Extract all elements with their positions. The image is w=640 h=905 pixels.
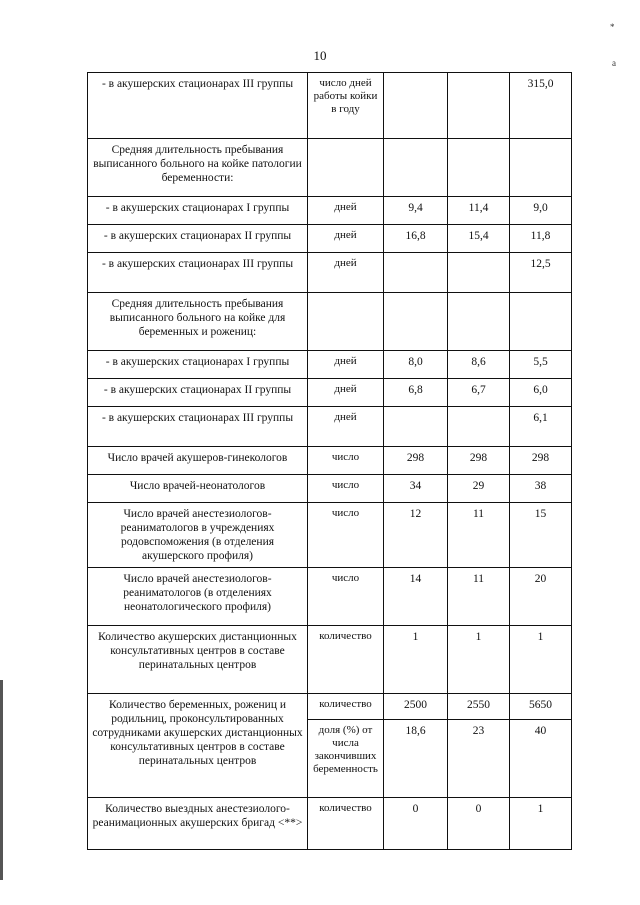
corner-mark: a: [612, 58, 616, 68]
unit-cell: дней: [308, 225, 384, 253]
unit-cell: количество: [308, 798, 384, 850]
unit-cell: число: [308, 503, 384, 568]
value-cell: 29: [448, 475, 510, 503]
corner-mark: *: [610, 22, 615, 32]
value-cell: 34: [384, 475, 448, 503]
table-row: [88, 447, 572, 475]
value-cell: 0: [448, 798, 510, 850]
value-cell: 0: [384, 798, 448, 850]
indicator-cell: - в акушерских стационарах II группы: [88, 225, 308, 253]
value-cell: 11: [448, 503, 510, 568]
table-row: [88, 73, 572, 139]
value-cell: [384, 407, 448, 447]
value-cell: [384, 293, 448, 351]
indicator-cell: Количество выездных анестезиолого-реанимационных акушерских бригад <**>: [88, 798, 308, 850]
unit-cell: доля (%) от числа закончивших беременность: [308, 720, 384, 798]
value-cell: 6,8: [384, 379, 448, 407]
value-cell: 9,0: [510, 197, 572, 225]
value-cell: [510, 139, 572, 197]
value-cell: 6,1: [510, 407, 572, 447]
unit-cell: [308, 139, 384, 197]
table-row: [88, 293, 572, 351]
value-cell: 18,6: [384, 720, 448, 798]
value-cell: 11,4: [448, 197, 510, 225]
value-cell: 5,5: [510, 351, 572, 379]
value-cell: [448, 293, 510, 351]
unit-cell: количество: [308, 626, 384, 694]
unit-cell: [308, 293, 384, 351]
value-cell: 2550: [448, 694, 510, 720]
value-cell: 15,4: [448, 225, 510, 253]
value-cell: [510, 293, 572, 351]
value-cell: 6,0: [510, 379, 572, 407]
indicator-cell: - в акушерских стационарах I группы: [88, 197, 308, 225]
table-row: [88, 568, 572, 626]
unit-cell: дней: [308, 253, 384, 293]
table-row: [88, 225, 572, 253]
value-cell: 14: [384, 568, 448, 626]
value-cell: [448, 407, 510, 447]
table-row: [88, 139, 572, 197]
value-cell: [448, 253, 510, 293]
table-row: [88, 694, 572, 720]
table-row: [88, 798, 572, 850]
indicator-cell: Средняя длительность пребывания выписанного больного на койке для беременных и рожениц:: [88, 293, 308, 351]
value-cell: [384, 73, 448, 139]
value-cell: 12: [384, 503, 448, 568]
value-cell: 12,5: [510, 253, 572, 293]
unit-cell: число: [308, 475, 384, 503]
value-cell: 8,6: [448, 351, 510, 379]
indicator-cell: - в акушерских стационарах III группы: [88, 407, 308, 447]
value-cell: [384, 253, 448, 293]
unit-cell: число дней работы койки в году: [308, 73, 384, 139]
value-cell: 298: [510, 447, 572, 475]
value-cell: 16,8: [384, 225, 448, 253]
value-cell: 5650: [510, 694, 572, 720]
indicator-cell: Средняя длительность пребывания выписанного больного на койке патологии беременности:: [88, 139, 308, 197]
value-cell: 1: [384, 626, 448, 694]
value-cell: 315,0: [510, 73, 572, 139]
value-cell: 38: [510, 475, 572, 503]
value-cell: 8,0: [384, 351, 448, 379]
value-cell: 1: [510, 798, 572, 850]
indicator-cell: - в акушерских стационарах I группы: [88, 351, 308, 379]
table-row: [88, 407, 572, 447]
unit-cell: дней: [308, 379, 384, 407]
value-cell: 1: [448, 626, 510, 694]
unit-cell: дней: [308, 351, 384, 379]
value-cell: 40: [510, 720, 572, 798]
indicator-cell: - в акушерских стационарах III группы: [88, 253, 308, 293]
indicator-cell: Число врачей акушеров-гинекологов: [88, 447, 308, 475]
indicator-cell: Количество беременных, рожениц и родильниц, проконсультированных сотрудниками акушерских дистанционных консультативных центров в составе перинатальных центров: [88, 694, 308, 798]
unit-cell: дней: [308, 197, 384, 225]
page-number: 10: [313, 48, 327, 63]
value-cell: 11: [448, 568, 510, 626]
indicator-cell: - в акушерских стационарах III группы: [88, 73, 308, 139]
value-cell: 15: [510, 503, 572, 568]
unit-cell: число: [308, 447, 384, 475]
table-row: [88, 351, 572, 379]
value-cell: 2500: [384, 694, 448, 720]
table-row: [88, 503, 572, 568]
value-cell: [384, 139, 448, 197]
value-cell: 298: [384, 447, 448, 475]
indicator-cell: - в акушерских стационарах II группы: [88, 379, 308, 407]
value-cell: 298: [448, 447, 510, 475]
indicators-table: [87, 72, 572, 850]
table-row: [88, 253, 572, 293]
value-cell: 6,7: [448, 379, 510, 407]
unit-cell: количество: [308, 694, 384, 720]
value-cell: 11,8: [510, 225, 572, 253]
value-cell: [448, 139, 510, 197]
indicator-cell: Число врачей анестезиологов-реаниматологов в учреждениях родовспоможения (в отделения акушерского профиля): [88, 503, 308, 568]
table-row: [88, 197, 572, 225]
scan-edge-shadow: [0, 680, 3, 880]
indicator-cell: Число врачей анестезиологов-реаниматологов (в отделениях неонатологического профиля): [88, 568, 308, 626]
value-cell: 20: [510, 568, 572, 626]
table-row: [88, 626, 572, 694]
table-row: [88, 379, 572, 407]
table-row: [88, 475, 572, 503]
unit-cell: дней: [308, 407, 384, 447]
value-cell: 9,4: [384, 197, 448, 225]
value-cell: [448, 73, 510, 139]
unit-cell: число: [308, 568, 384, 626]
value-cell: 23: [448, 720, 510, 798]
indicator-cell: Количество акушерских дистанционных консультативных центров в составе перинатальных центров: [88, 626, 308, 694]
indicator-cell: Число врачей-неонатологов: [88, 475, 308, 503]
value-cell: 1: [510, 626, 572, 694]
